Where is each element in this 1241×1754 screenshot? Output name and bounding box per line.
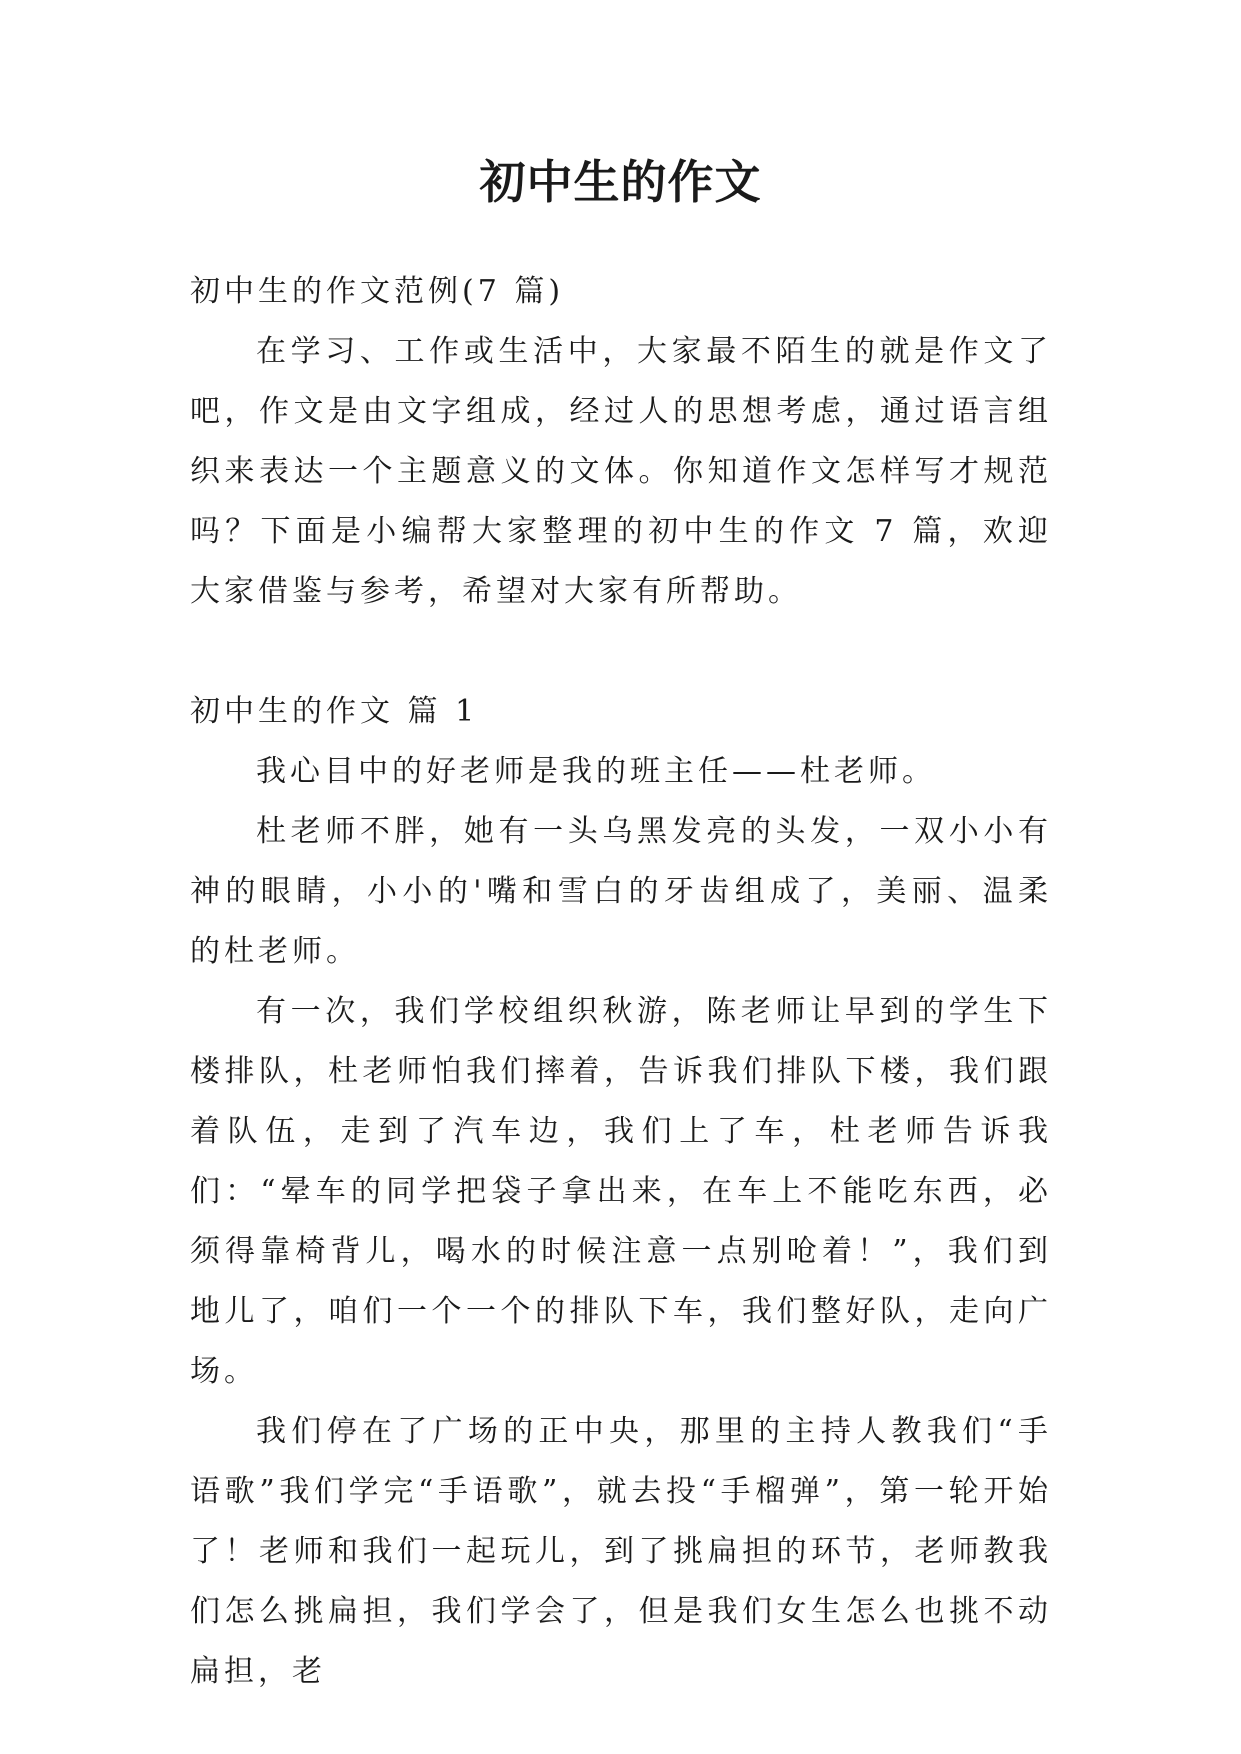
section-heading: 初中生的作文 篇 1 — [190, 694, 479, 729]
body-paragraph: 我们停在了广场的正中央，那里的主持人教我们“手语歌”我们学完“手语歌”，就去投“手榴弹”，第一轮开始了！老师和我们一起玩儿，到了挑扁担的环节，老师教我们怎么挑扁担，我们学会了，但是我们女生怎么也挑不动扁担，老 — [190, 1414, 1052, 1689]
document-body — [190, 262, 1052, 1702]
intro-paragraph: 在学习、工作或生活中，大家最不陌生的就是作文了吧，作文是由文字组成，经过人的思想考虑，通过语言组织来表达一个主题意义的文体。你知道作文怎样写才规范吗？下面是小编帮大家整理的初中生的作文 7 篇，欢迎大家借鉴与参考，希望对大家有所帮助。 — [190, 334, 1052, 609]
body-paragraph: 有一次，我们学校组织秋游，陈老师让早到的学生下楼排队，杜老师怕我们摔着，告诉我们排队下楼，我们跟着队伍，走到了汽车边，我们上了车，杜老师告诉我们：“晕车的同学把袋子拿出来，在车上不能吃东西，必须得靠椅背儿，喝水的时候注意一点别呛着！”，我们到地儿了，咱们一个一个的排队下车，我们整好队，走向广场。 — [190, 994, 1052, 1389]
body-paragraph: 我心目中的好老师是我的班主任——杜老师。 — [256, 754, 936, 789]
document-title: 初中生的作文 — [479, 155, 762, 209]
section-spacer — [190, 622, 1052, 682]
document-subtitle: 初中生的作文范例(7 篇) — [190, 274, 565, 309]
body-paragraph: 杜老师不胖，她有一头乌黑发亮的头发，一双小小有神的眼睛，小小的'嘴和雪白的牙齿组成了，美丽、温柔的杜老师。 — [190, 814, 1052, 969]
